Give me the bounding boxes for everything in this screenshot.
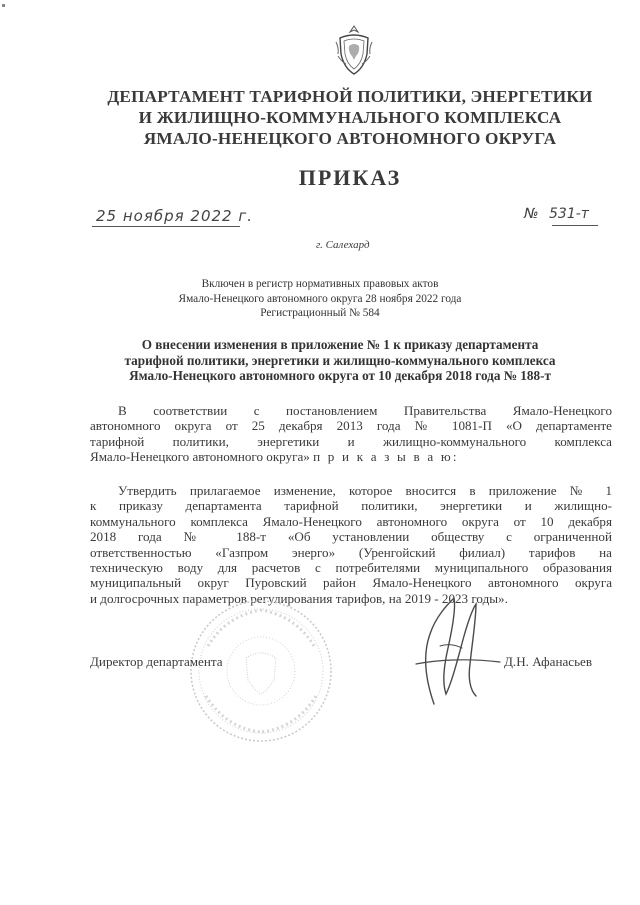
order-paragraph (90, 483, 612, 606)
order-word: п р и к а з ы в а ю: (313, 449, 459, 465)
department-line-3: ЯМАЛО-НЕНЕЦКОГО АВТОНОМНОГО ОКРУГА (143, 129, 557, 148)
department-title (60, 86, 640, 149)
registry-line-3: Регистрационный № 584 (260, 307, 380, 319)
subject-line-1: О внесении изменения в приложение № 1 к приказу департамента (141, 337, 539, 352)
round-stamp-icon (186, 596, 336, 746)
registry-note (100, 277, 540, 321)
coat-of-arms-icon (334, 24, 374, 76)
registry-line-2: Ямало-Ненецкого автономного округа 28 ноября 2022 года (178, 292, 462, 305)
order-line-8: и долгосрочных параметров регулирования тарифов, на 2019 - 2023 годы». (90, 590, 508, 606)
document-number (524, 206, 589, 222)
document-type: ПРИКАЗ (298, 165, 402, 190)
order-line-7: муниципальный округ Пуровский район Ямало-Ненецкого автономного округа (90, 575, 612, 591)
preamble-line-1: В соответствии с постановлением Правительства Ямало-Ненецкого (118, 403, 612, 418)
order-line-6: техническую воду для расчетов с потребителями муниципального образования (90, 560, 612, 576)
scan-artifact (2, 4, 5, 7)
order-line-4: 2018 года № 188-т «Об установлении обществу с ограниченной (90, 529, 612, 545)
department-line-2: И ЖИЛИЩНО-КОММУНАЛЬНОГО КОМПЛЕКСА (138, 108, 562, 127)
order-subject (80, 337, 600, 384)
order-line-5: ответственностью «Газпром энерго» (Уренгойский филиал) тарифов на (90, 544, 612, 560)
handwritten-date: 25 ноября 2022 г. (96, 207, 254, 225)
registry-line-1: Включен в регистр нормативных правовых актов (201, 278, 439, 290)
preamble-paragraph (90, 403, 612, 465)
preamble-line-3: тарифной политики, энергетики и жилищно-коммунального комплекса (90, 433, 612, 449)
handwritten-number: 531-т (549, 206, 589, 222)
preamble-line-4-text: Ямало-Ненецкого автономного округа» (90, 449, 314, 465)
order-line-3: коммунального комплекса Ямало-Ненецкого автономного округа от 10 декабря (90, 513, 612, 529)
order-line-1: Утвердить прилагаемое изменение, которое вносится в приложение № 1 (118, 483, 612, 498)
handwritten-signature-icon (396, 586, 516, 716)
signatory-position: Директор департамента (90, 654, 223, 669)
order-line-2: к приказу департамента тарифной политики, энергетики и жилищно- (90, 498, 612, 514)
subject-line-3: Ямало-Ненецкого автономного округа от 10 декабря 2018 года № 188-т (129, 368, 551, 383)
subject-line-2: тарифной политики, энергетики и жилищно-коммунального комплекса (124, 352, 556, 368)
preamble-line-2: автономного округа от 25 декабря 2013 года № 1081-П «О департаменте (90, 418, 612, 434)
city: г. Салехард (316, 239, 370, 251)
preamble-line-4 (90, 449, 612, 464)
number-underline (552, 225, 598, 226)
date-underline (92, 226, 240, 227)
signatory-name: Д.Н. Афанасьев (504, 654, 593, 669)
department-line-1: ДЕПАРТАМЕНТ ТАРИФНОЙ ПОЛИТИКИ, ЭНЕРГЕТИКИ (107, 87, 593, 106)
number-prefix: № (524, 206, 539, 222)
